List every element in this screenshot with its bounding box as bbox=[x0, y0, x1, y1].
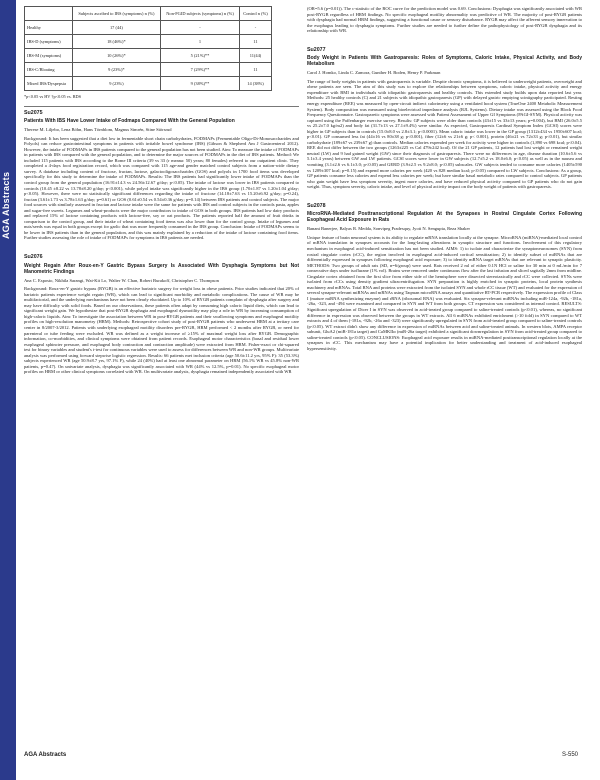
abstract-authors: Ana C. Esposto, Nikhila Sarangi, Wai-Kit Lo, Walter W. Chan, Robert Burakoff, Christopher C. Thompson bbox=[24, 277, 219, 283]
abstract-title: Patients With IBS Have Lower Intake of Fodmaps Compared With the General Population bbox=[24, 118, 235, 125]
sidebar-band bbox=[0, 0, 16, 780]
sidebar-label: AGA Abstracts bbox=[1, 171, 11, 239]
table-cell: 9 (38%)** bbox=[161, 77, 240, 91]
abstract-authors: Therese M. Liljebo, Lena Böhn, Hans Törnblom, Magnus Simrén, Stine Störsrud bbox=[24, 127, 172, 133]
footer-page-number: S-550 bbox=[561, 752, 578, 758]
abstract-body: The range of body weights in patients with gastroparesis is variable. Despite chronic symptoms, it is believed to underweight patients, overweight and obese patients are seen. The aim of this study was to explore the relationships between symptoms, caloric intake, physical activity and energy expenditure with BMI in individuals with idiopathic gastroparesis and healthy controls. This extended study builds upon data reported last year. Methods: 25 healthy controls (C) and 21 subjects with idiopathic gastroparesis (GP) with delayed gastric emptying scintigraphy participated. Resting energy expenditure (REE) was measured by open-circuit indirect calorimetry using a ventilated hood system (TrueOne 2400 Metabolic Measurement System). Body composition was measured using bioelectrical impedance analysis (RJL Systems). Dietary intake was assessed using the Block Food Frequency Questionnaire. Gastroparetic symptoms were assessed with Patient Assessment of Upper GI Symptoms (PAGI-SYM). Physical activity was captured using the Paffenbarger exercise survey. Results: GP subjects were older than controls (43±15 vs 33±13 years; p=0.004), but BMI (26.0±5.5 vs 25.2±7.0 kg/m2) and body fat (31.7±13 vs 27.1±9.4%) were similar. As expected, Gastroparesis Cardinal Symptom Index (GCSI) scores were higher in GP subjects than in controls (15.0±8.0 vs 2.8±3.1; p<0.0001). Mean caloric intake was lower in the GP group (1312±434 vs 1950±607 kcal; p<0.01). GP consumed less fat (44±16 vs 80±38 g; p<0.001), fiber (12±6 vs 21±6 g; p< 0.001), protein (46±21 vs 72±33 g; p<0.01), but similar carbohydrate (189±67 vs 239±67 g) than controls. Median calories expended per week for activity were higher in controls (1,890 vs 698 kcal; p<0.04). REE did not differ between the two groups (1263±225 vs Cal 479±242 kcal). Of the 21 GP patients, 12 patients had lost weight or remained weight neutral (LW) and 9 had gained weight (GW) since their diagnosis of gastroparesis. There were no differences in age, disease duration (10.6±5.6 vs 5.1±3.4 years) between GW and LW patients. GCSI scores were lower in GW subjects (12.7±5.2 vs 18.0±6.0; p<0.05) as well as in the nausea and vomiting (3.1±2.6 vs 6.1±3.0; p<0.05) and GERD (3.9±2.5 vs 9.2±8.0; p<0.05) subscales. GW subjects tended to consume more calories (1405±590 vs 1209±307 kcal; p=0.15) and expend more calories per week (420 vs 828 median kcal; p<0.05) compared to LW subjects. Conclusions: As a group, GP patients consume less calories and expend less calories per week; but have similar basal metabolic rates compared to control subjects. GP patients who gain weight have less symptom severity, ingest more calories, and have reduced physical activity compared to GP patients who do not gain weight. Thus, symptom severity, caloric intake, and level of physical activity impact on the body weight of patients with gastroparesis. bbox=[307, 78, 582, 190]
abstract-body: Background: It has been suggested that a diet low in fermentable short chain carbohydrates, FODMAPs (Fermentable Oligo-Di-Monosaccharides and Polyols) can reduce gastrointestinal symptoms in patients with irritable bowel syndrome (IBS) (Gibson & Shepherd Am J Gastroenterol 2012). However, the intake of FODMAPs in IBS patients compared to the general population has not been studied. Aim: To measure the intake of FODMAPs in patients with IBS compared with the general population, and to determine the major sources of FODMAPs in the diet of IBS patients. Method: We included 115 patients with IBS according to the Rome III criteria (39 vs 33 (r meana: 50) years; 80 females) referred to our outpatient clinic. They completed a 4-days food registration record, which was compared with 115 age-and gender matched control subjects from a nation-wide dietary survey. A database including content of fructose, fructan, lactose, galactooligosaccharides (GOS) and polyols in 1700 food items was developed specifically for this study to determine the intake of FODMAPs. Results: The IBS patients had significantly lower intake of FODMAPs than the control group from the general population (16.91±14.3 vs 24.56±12.67 g/day; p<0.05). The intake of lactose was lower in IBS patients compared to controls (10.45 ±8.22 vs 13.78±8.20 g/day; p<0.001), while polyol intake was significantly higher in the IBS group (1.70±1.87 vs 1.20±1.04 g/day; p<0.05). However, there were no statistically significant differences regarding the intake of fructose (14.18±7.63 vs 15.20±6.92 g/day; p=0.24), fructan (3.61±1.73 vs 3.78±1.63 g/day; p=0.61) or GOS (0.61±0.54 vs 0.54±0.36 g/day; p=0.14) between IBS patients and control subjects. The major food sources with similarly assessed in fructan and lactose intake were the same for patients with IBS and control subjects in the controls pasta, apples and sugar-free sweets. Legumes and wheat-products were the major contributors to intake of GOS in both groups. IBS patients had low dairy products and replaced 15% of lactose containing products with lactose-free, soy or oat products. The patients reported half the amount of fruit drinks in comparison to the control group, and their intake of wheat containing food items was also lower than for the control group. Intake of legumes and nuts/seeds was equal in both groups except for garlic that was more frequently consumed in the IBS group. Conclusion: Intake of FODMAPs seems to be lower in IBS patients than in the general population, and this was mainly explained by a reduction of the intake of lactose containing food items. Further studies assessing the role of intake of FODMAPs for symptoms in IBS patients are needed. bbox=[24, 135, 299, 241]
table-header-row bbox=[25, 7, 272, 21]
table-cell: 17 (44) bbox=[72, 21, 160, 35]
abstract-authors: Banani Banerjee, Balyas R. Medda, Sonvipeg Pradesquy, Jyoti N. Sengupta, Reza Shaker bbox=[307, 226, 470, 232]
table-cell: 10 (26%)* bbox=[72, 49, 160, 63]
table-header-cell bbox=[25, 7, 73, 21]
table-cell: 11 bbox=[239, 63, 271, 77]
table-cell: IBS-D (symptoms) bbox=[25, 35, 73, 49]
divider bbox=[24, 106, 299, 107]
table-header-cell: Non-FGID subjects (symptoms) n (%) bbox=[161, 7, 240, 21]
abstract-id: Su2078 bbox=[307, 202, 326, 209]
table-cell: IBS-M (symptoms) bbox=[25, 49, 73, 63]
table-row bbox=[25, 63, 272, 77]
table-cell: IBS-C/Bloating bbox=[25, 63, 73, 77]
table-cell: Healthy bbox=[25, 21, 73, 35]
table-footnote: *p<0.05 vs HV †p<0.05 vs. RDS bbox=[24, 94, 82, 99]
table-cell: 11(44) bbox=[239, 49, 271, 63]
data-table bbox=[24, 6, 272, 91]
table-cell: - bbox=[161, 21, 240, 35]
table-row bbox=[25, 77, 272, 91]
abstract-authors: Carol J. Homko, Linda C. Zamora, Gunther H. Boden, Henry P. Parkman bbox=[307, 70, 441, 76]
table-row bbox=[25, 49, 272, 63]
table-row bbox=[25, 35, 272, 49]
table-header-cell: Subjects ascribed to IBS (symptoms) n (%) bbox=[72, 7, 160, 21]
abstract-continuation: (OR=5.6 (p=0.01)). The c-statistic of the ROC curve for the prediction model was 0.69. Conclusions: Dysphagia was significantly associated with WR post-RYGB regardless of HRM findings. No specific esophageal motility abnormality was predictive of WR. The majority of post-RYGB patients with dysphagia had normal HRM findings, suggesting a functional cause or sensory disturbance. RYGB may affect the afferent sensory innervation to the esophagus leading to dysphagia symptoms. Further studies are needed to further define the pathophysiology of post-RYGB dysphagia and its relationship with WR. bbox=[307, 6, 582, 34]
left-column bbox=[24, 6, 299, 378]
table-cell: 5 (21%)** bbox=[161, 49, 240, 63]
table-cell: 9 (23%) bbox=[72, 77, 160, 91]
abstract-id: Su2076 bbox=[24, 254, 43, 261]
right-column bbox=[307, 6, 582, 354]
table-row bbox=[25, 21, 272, 35]
table-cell: 14 (38%) bbox=[239, 77, 271, 91]
table-cell: - bbox=[239, 21, 271, 35]
table-cell: 11 bbox=[239, 35, 271, 49]
abstract-id: Su2075 bbox=[24, 109, 43, 116]
abstract-id: Su2077 bbox=[307, 46, 326, 53]
abstract-body: Unique feature of brain neuronal system is its ability to regulate mRNA translation locally at the synapse. MicroRNA (miRNA)-mediated local control of mRNA translation in synapses accounts for the long-lasting alterations in synaptic structure and functions. Involvement of this regulatory mechanism in esophageal acid-induced sensitization has not been studied. AIMS: 1) to isolate and characterize the synaptoneurosomes (SYN) from rostral cingulate cortex (rCC), the region involved in esophageal acid-induced cortical sensitization; 2) to identify subset of miRNAs that are differentially expressed in synapses following esophageal acid exposure; 3) to identify mRNA target mRNAs that are relevant to synaptic plasticity. METHODS: Two groups of adult rats (SD, n=6/group) were used. Rats received 2 ml of either 0.1N HCl or saline for 30 min at 0 mL/min for 7 consecutive days under isoflurane (1% vol). Brains were removed under continuous flow after the last infusion and sliced sagitally 2mm from midline. Cingulate cortex obtained from the first slice from either side of the hemisphere were dissected stereotaxically and rCC were collected. SYNs were isolated from rCCs using density gradient ultracentrifugation. SYN preparation is highly enriched in synaptic proteins, local protein synthesis machinery and mRNAs. Total RNA and proteins were extracted from the isolated SYN and whole rCC tissue (WT) and evaluated for the expression of several synapse-relevant miRNAs and mRNAs using Taqman microRNA assays and quantitative RT-PCR respectively. The expression profile of Class I (mature miRNA synthesizing enzyme) and rRNA (ribosomal RNA) was evaluated. Six synapse-relevant miRNAs including miR-124a, -92b, -181a, -26a, -323, and -494 were examined and compared in SYN and WT from both groups. CT expression was considered as internal control. RESULTS: Significant upregulation of Dicer I in SYN was observed in acid-treated group compared to saline-treated controls (p<0.01), whereas, no significant difference in expression was observed between the groups in WT extracts. All 6 miRNAs exhibited enrichment (>10 fold) in SYN compared to WT extracts and 4 of them (-181a, -92b, -26a and -323) were significantly upregulated in SYN from acid-treated group compared to saline-treated controls (p<0.05). WT extract didn't show any difference in expression of miRNAs between acid and saline-treated animals. In western blots, AMPA receptor subunit, GluA2 (miR-181a target) and CaMKIIα (miR-26a target) exhibited a significant downregulation in SYN from acid-treated group compared to saline-treated controls (p<0.05). CONCLUSIONS: Esophageal acid exposure results in miRNA-mediated posttranscriptional regulation locally at the synapses in rCC. This mechanism may have a potential implication for better understanding and treatment of acid-induced esophageal hypersensitivity. bbox=[307, 234, 582, 351]
abstract-body: Background: Roux-en-Y gastric bypass (RYGB) is an effective bariatric surgery for weight loss in obese patients. Prior studies indicated that 20% of bariatric patients experience weight regain (WR), which can lead to significant morbidity and metabolic complications. The cause of WR may be multifactorial, and the underlying mechanisms have not been clearly elucidated. Up to 10% of RYGB patients complain of dysphagia after surgery and may have difficulty with solid foods. Based on our observations, these patients often adapt by consuming high caloric liquid diets, which can lead to significant weight gain. We hypothesize that post-RYGB dysphagia and esophageal dysmotility may play a role in WR by increasing consumption of high-caloric liquids. Aim: To investigate the association between WR in post-RYGB patients and their swallowing symptoms and esophageal motility profiles on high-resolution manometry (HRM). Methods: Retrospective cohort study of post-RYGB patients who underwent HRM at a tertiary care center in 8/2007-3/2012. Patients with underlying esophageal motility disorders pre-RYGB, HRM performed < 2 months after RYGB, or need for parenteral or tube feeding were excluded. WR was defined as a weight increase of ≥15% of maximal weight loss after RYGB. Demographic information, co-morbidities, and clinical symptoms were obtained from patient records. Esophageal motor characteristics (basal and residual lower esophageal sphincter pressure, and esophageal body contraction and contraction amplitude) were extracted from HRM. Fisher-exact or chi-squared test for binary variables and student's t-test for continuous variables were used to assess for differences between WR and non-WR groups. Multivariate analysis was performed using forward stepwise logistic regression. Results: 66 patients met inclusion criteria (age 50.6±11.2 yrs, 95% F): 35 (53.3%) subjects experienced WR (age 50.9±8.7 yrs, 97.1% F), while 24 (40%) had at least one abnormal parameter on HRM (56.1% WR vs 45.8% non-WR patients, p=0.47). On univariate analysis, dysphagia was significantly associated with WR (44% vs 12.5%, p=0.01). No specific esophageal motor profiles on HRM or other clinical symptoms correlated with WR. On multivariate analysis, dysphagia remained independently associated with WR bbox=[24, 286, 299, 375]
abstract-title: MicroRNA-Mediated Posttranscriptional Regulation At the Synapses in Rostral Cingulate Cortex Following Esophageal Acid Exposure in Rats bbox=[307, 211, 582, 224]
table-cell: 1 bbox=[161, 35, 240, 49]
abstract-title: Body Weight in Patients With Gastroparesis: Roles of Symptoms, Caloric Intake, Physical Activity, and Body Metabolism bbox=[307, 55, 582, 68]
table-cell: 18 (46%)* bbox=[72, 35, 160, 49]
abstract-title: Weight Regain After Roux-en-Y Gastric Bypass Surgery Is Associated With Dysphagia Symptoms but Not Manometric Findings bbox=[24, 262, 299, 275]
table-cell: Mixed IBS/Dyspepsia bbox=[25, 77, 73, 91]
table-header-cell: Control n (%) bbox=[239, 7, 271, 21]
table-cell: 9 (23%)* bbox=[72, 63, 160, 77]
table-cell: 7 (29%)** bbox=[161, 63, 240, 77]
footer-journal: AGA Abstracts bbox=[24, 752, 67, 758]
